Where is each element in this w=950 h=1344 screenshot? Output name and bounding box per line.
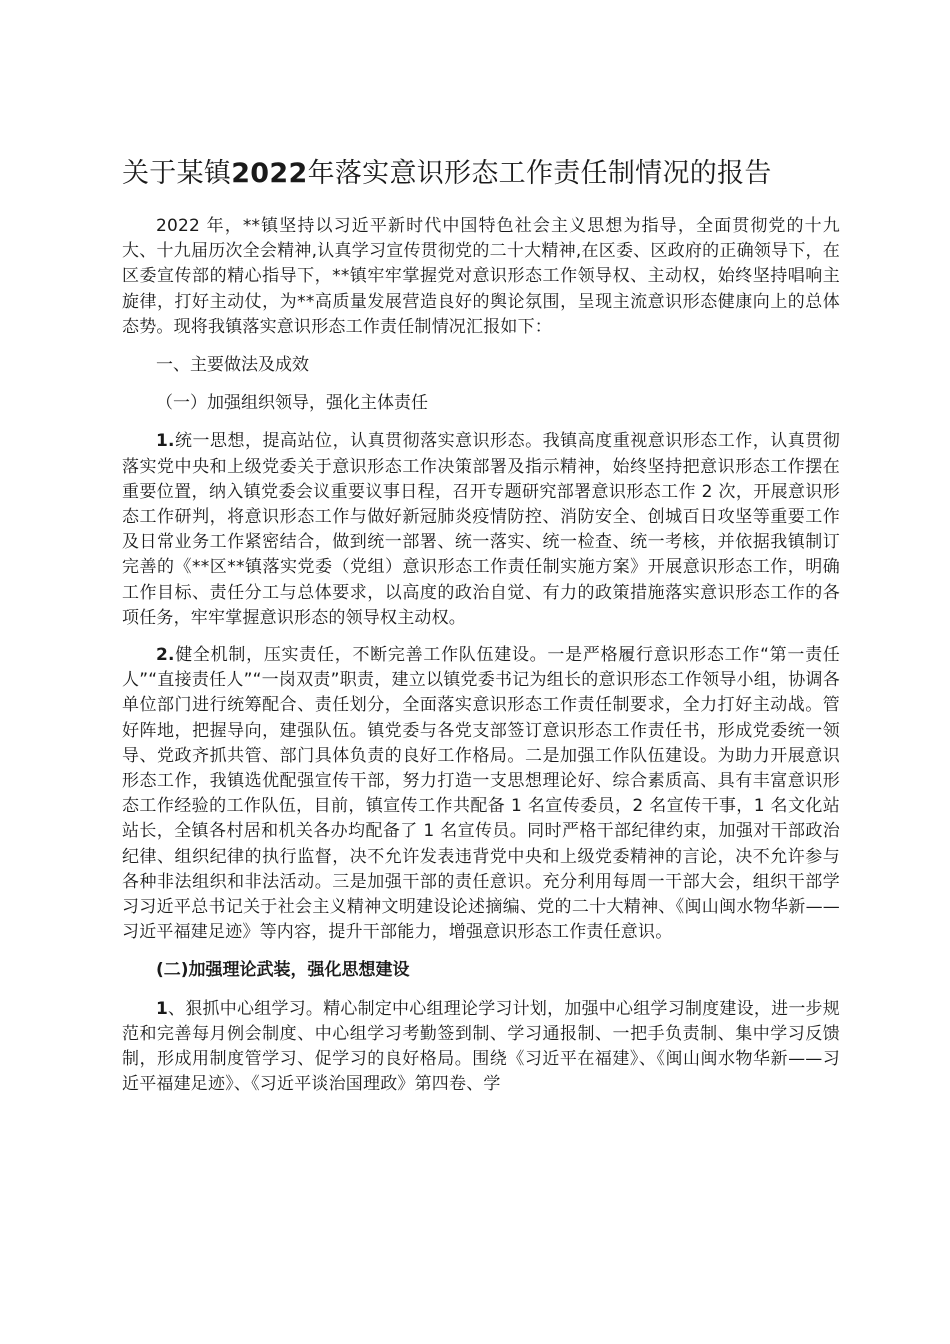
item-2-text: 健全机制，压实责任，不断完善工作队伍建设。一是严格履行意识形态工作“第一责任人”“直接责任人”“一岗双责”职责，建立以镇党委书记为组长的意识形态工作领导小组，协调各单位部门进行统筹配合、责任划分，全面落实意识形态工作责任制要求，全力打好主动战。管好阵地，把握导向，建强队伍。镇党委与各党支部签订意识形态工作责任书，形成党委统一领导、党政齐抓共管、部门具体负责的良好工作格局。二是加强工作队伍建设。为助力开展意识形态工作，我镇选优配强宣传干部，努力打造一支思想理论好、综合素质高、具有丰富意识形态工作经验的工作队伍，目前，镇宣传工作共配备 1 名宣传委员，2 名宣传干事，1 名文化站站长，全镇各村居和机关各办均配备了 1 名宣传员。同时严格干部纪律约束，加强对干部政治纪律、组织纪律的执行监督，决不允许发表违背党中央和上级党委精神的言论，决不允许参与各种非法组织和非法活动。三是加强干部的责任意识。充分利用每周一干部大会，组织干部学习习近平总书记关于社会主义精神文明建设论述摘编、党的二十大精神、《闽山闽水物华新——习近平福建足迹》等内容，提升干部能力，增强意识形态工作责任意识。 (122, 645, 840, 943)
paragraph-item-1 (122, 429, 840, 631)
title-suffix: 年落实意识形态工作责任制情况的报告 (307, 158, 772, 189)
intro-paragraph: 2022 年，**镇坚持以习近平新时代中国特色社会主义思想为指导，全面贯彻党的十九大、十九届历次全会精神,认真学习宣传贯彻党的二十大精神,在区委、区政府的正确领导下，在区委宣传部的精心指导下，**镇牢牢掌握党对意识形态工作领导权、主动权，始终坚持唱响主旋律，打好主动仗，为**高质量发展营造良好的舆论氛围，呈现主流意识形态健康向上的总体态势。现将我镇落实意识形态工作责任制情况汇报如下： (122, 216, 840, 337)
item-3-number: 1 (156, 998, 169, 1019)
section-heading-1: 一、主要做法及成效 (156, 355, 309, 376)
title-year: 2022 (231, 158, 308, 189)
item-1-number: 1. (156, 431, 175, 452)
paragraph-item-3 (122, 997, 840, 1098)
subsection-heading-1: （一）加强组织领导，强化主体责任 (156, 393, 428, 414)
title-prefix: 关于某镇 (122, 158, 232, 189)
item-1-text: 统一思想，提高站位，认真贯彻落实意识形态。我镇高度重视意识形态工作，认真贯彻落实党中央和上级党委关于意识形态工作决策部署及指示精神，始终坚持把意识形态工作摆在重要位置，纳入镇党委会议重要议事日程，召开专题研究部署意识形态工作 2 次，开展意识形态工作研判，将意识形态工作与做好新冠肺炎疫情防控、消防安全、创城百日攻坚等重要工作及日常业务工作紧密结合，做到统一部署、统一落实、统一检查、统一考核，并依据我镇制订完善的《**区**镇落实党委（党组）意识形态工作责任制实施方案》开展意识形态工作，明确工作目标、责任分工与总体要求，以高度的政治自觉、有力的政策措施落实意识形态工作的各项任务，牢牢掌握意识形态的领导权主动权。 (122, 431, 840, 628)
document-page (122, 148, 840, 1098)
item-2-number: 2. (156, 645, 175, 666)
item-3-text: 、狠抓中心组学习。精心制定中心组理论学习计划，加强中心组学习制度建设，进一步规范和完善每月例会制度、中心组学习考勤签到制、学习通报制、一把手负责制、集中学习反馈制，形成用制度管学习、促学习的良好格局。围绕《习近平在福建》、《闽山闽水物华新——习近平福建足迹》、《习近平谈治国理政》第四卷、学 (122, 998, 840, 1095)
subsection-heading-2: (二)加强理论武装，强化思想建设 (156, 960, 410, 981)
paragraph-item-2 (122, 643, 840, 945)
document-title (122, 148, 840, 200)
